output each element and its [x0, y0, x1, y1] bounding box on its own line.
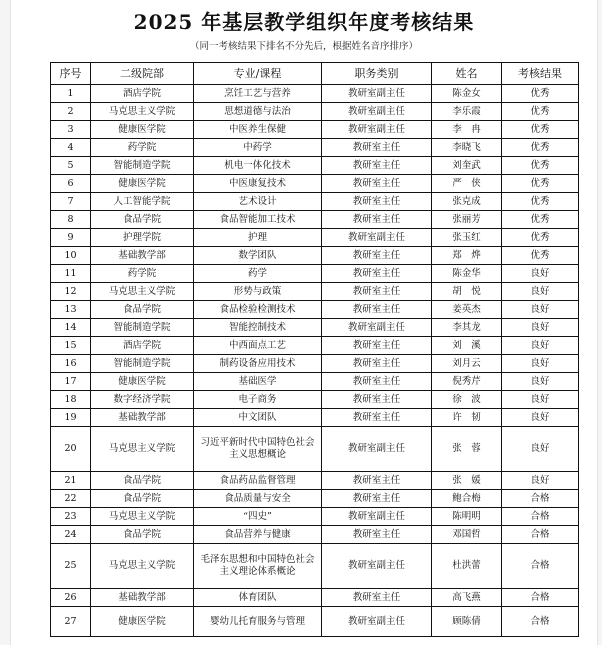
cell-role: 教研室主任	[322, 391, 432, 409]
cell-result: 良好	[502, 409, 579, 427]
cell-name: 杜洪蕾	[432, 544, 502, 589]
cell-no: 17	[51, 373, 91, 391]
cell-role: 教研室主任	[322, 175, 432, 193]
cell-no: 23	[51, 508, 91, 526]
cell-result: 优秀	[502, 157, 579, 175]
table-row	[51, 319, 579, 337]
cell-name: 陈明明	[432, 508, 502, 526]
table-row	[51, 211, 579, 229]
cell-dept: 马克思主义学院	[91, 508, 194, 526]
document-page	[10, 0, 598, 645]
cell-name: 张 蓉	[432, 427, 502, 472]
table-row	[51, 193, 579, 211]
cell-no: 13	[51, 301, 91, 319]
cell-result: 良好	[502, 355, 579, 373]
cell-result: 合格	[502, 607, 579, 637]
cell-no: 3	[51, 121, 91, 139]
table-row	[51, 508, 579, 526]
cell-dept: 智能制造学院	[91, 319, 194, 337]
table-row	[51, 373, 579, 391]
cell-name: 陈金女	[432, 85, 502, 103]
cell-major: 艺术设计	[194, 193, 322, 211]
cell-major: 烹饪工艺与营养	[194, 85, 322, 103]
cell-result: 优秀	[502, 85, 579, 103]
cell-dept: 健康医学院	[91, 121, 194, 139]
cell-dept: 食品学院	[91, 490, 194, 508]
cell-name: 高飞燕	[432, 589, 502, 607]
cell-result: 优秀	[502, 103, 579, 121]
cell-dept: 药学院	[91, 139, 194, 157]
cell-major: 中文团队	[194, 409, 322, 427]
cell-result: 良好	[502, 283, 579, 301]
table-header-row	[51, 63, 579, 85]
cell-name: 李乐霞	[432, 103, 502, 121]
cell-name: 陈金华	[432, 265, 502, 283]
cell-dept: 马克思主义学院	[91, 544, 194, 589]
cell-result: 合格	[502, 508, 579, 526]
cell-major: 药学	[194, 265, 322, 283]
cell-major: 制药设备应用技术	[194, 355, 322, 373]
table-row	[51, 526, 579, 544]
cell-dept: 马克思主义学院	[91, 103, 194, 121]
cell-no: 22	[51, 490, 91, 508]
page-title: 2025 年基层教学组织年度考核结果	[133, 10, 475, 34]
cell-no: 5	[51, 157, 91, 175]
cell-role: 教研室主任	[322, 337, 432, 355]
cell-role: 教研室主任	[322, 490, 432, 508]
cell-name: 郑 烨	[432, 247, 502, 265]
cell-name: 顾陈倩	[432, 607, 502, 637]
table-row	[51, 139, 579, 157]
table-row	[51, 472, 579, 490]
cell-no: 25	[51, 544, 91, 589]
cell-role: 教研室主任	[322, 409, 432, 427]
cell-major: 体育团队	[194, 589, 322, 607]
cell-no: 9	[51, 229, 91, 247]
cell-dept: 健康医学院	[91, 607, 194, 637]
cell-role: 教研室主任	[322, 526, 432, 544]
cell-dept: 酒店学院	[91, 337, 194, 355]
cell-major: 思想道德与法治	[194, 103, 322, 121]
cell-result: 良好	[502, 472, 579, 490]
cell-name: 姜英杰	[432, 301, 502, 319]
cell-no: 7	[51, 193, 91, 211]
cell-major: 机电一体化技术	[194, 157, 322, 175]
header-cell-result: 考核结果	[502, 63, 579, 85]
table-row	[51, 544, 579, 589]
cell-dept: 马克思主义学院	[91, 427, 194, 472]
cell-role: 教研室主任	[322, 589, 432, 607]
cell-role: 教研室主任	[322, 211, 432, 229]
table-row	[51, 355, 579, 373]
cell-no: 10	[51, 247, 91, 265]
header-cell-name: 姓名	[432, 63, 502, 85]
cell-major: 食品智能加工技术	[194, 211, 322, 229]
cell-name: 张克成	[432, 193, 502, 211]
cell-major: 智能控制技术	[194, 319, 322, 337]
cell-dept: 智能制造学院	[91, 157, 194, 175]
cell-major: 护理	[194, 229, 322, 247]
cell-no: 21	[51, 472, 91, 490]
cell-role: 教研室主任	[322, 139, 432, 157]
cell-role: 教研室主任	[322, 373, 432, 391]
cell-dept: 马克思主义学院	[91, 283, 194, 301]
cell-name: 严 侠	[432, 175, 502, 193]
cell-name: 张 媛	[432, 472, 502, 490]
cell-role: 教研室副主任	[322, 103, 432, 121]
cell-result: 良好	[502, 319, 579, 337]
cell-name: 李其龙	[432, 319, 502, 337]
cell-no: 15	[51, 337, 91, 355]
cell-name: 徐 波	[432, 391, 502, 409]
cell-no: 11	[51, 265, 91, 283]
cell-major: 毛泽东思想和中国特色社会主义理论体系概论	[194, 544, 322, 589]
cell-no: 1	[51, 85, 91, 103]
cell-major: 基础医学	[194, 373, 322, 391]
cell-major: 中药学	[194, 139, 322, 157]
cell-role: 教研室副主任	[322, 319, 432, 337]
cell-no: 24	[51, 526, 91, 544]
table-row	[51, 265, 579, 283]
cell-result: 合格	[502, 490, 579, 508]
cell-result: 良好	[502, 391, 579, 409]
table-row	[51, 85, 579, 103]
cell-no: 4	[51, 139, 91, 157]
table-row	[51, 175, 579, 193]
cell-role: 教研室主任	[322, 472, 432, 490]
cell-no: 18	[51, 391, 91, 409]
cell-dept: 药学院	[91, 265, 194, 283]
cell-no: 20	[51, 427, 91, 472]
cell-role: 教研室主任	[322, 301, 432, 319]
cell-role: 教研室副主任	[322, 607, 432, 637]
cell-dept: 食品学院	[91, 472, 194, 490]
table-row	[51, 427, 579, 472]
cell-dept: 酒店学院	[91, 85, 194, 103]
cell-dept: 食品学院	[91, 301, 194, 319]
cell-dept: 数字经济学院	[91, 391, 194, 409]
cell-name: 许 韧	[432, 409, 502, 427]
cell-result: 良好	[502, 301, 579, 319]
cell-dept: 基础教学部	[91, 409, 194, 427]
header-cell-no: 序号	[51, 63, 91, 85]
cell-name: 邓国哲	[432, 526, 502, 544]
cell-role: 教研室主任	[322, 283, 432, 301]
table-row	[51, 247, 579, 265]
header-cell-major: 专业/课程	[194, 63, 322, 85]
cell-result: 合格	[502, 526, 579, 544]
cell-role: 教研室主任	[322, 157, 432, 175]
cell-result: 合格	[502, 589, 579, 607]
cell-major: 中西面点工艺	[194, 337, 322, 355]
cell-no: 12	[51, 283, 91, 301]
cell-no: 8	[51, 211, 91, 229]
cell-major: 食品营养与健康	[194, 526, 322, 544]
cell-role: 教研室主任	[322, 193, 432, 211]
cell-result: 良好	[502, 373, 579, 391]
cell-role: 教研室副主任	[322, 427, 432, 472]
cell-result: 良好	[502, 265, 579, 283]
cell-major: 电子商务	[194, 391, 322, 409]
cell-no: 27	[51, 607, 91, 637]
table-row	[51, 103, 579, 121]
cell-no: 6	[51, 175, 91, 193]
cell-major: 形势与政策	[194, 283, 322, 301]
table-row	[51, 607, 579, 637]
header-cell-dept: 二级院部	[91, 63, 194, 85]
cell-result: 优秀	[502, 139, 579, 157]
table-row	[51, 337, 579, 355]
cell-no: 14	[51, 319, 91, 337]
cell-name: 鲍合梅	[432, 490, 502, 508]
table-row	[51, 589, 579, 607]
cell-role: 教研室副主任	[322, 229, 432, 247]
cell-role: 教研室副主任	[322, 85, 432, 103]
cell-dept: 智能制造学院	[91, 355, 194, 373]
cell-name: 李晓飞	[432, 139, 502, 157]
table-row	[51, 283, 579, 301]
cell-result: 优秀	[502, 229, 579, 247]
cell-major: 中医康复技术	[194, 175, 322, 193]
cell-name: 刘 溪	[432, 337, 502, 355]
cell-major: 食品质量与安全	[194, 490, 322, 508]
cell-dept: 护理学院	[91, 229, 194, 247]
cell-result: 优秀	[502, 247, 579, 265]
table-row	[51, 409, 579, 427]
cell-name: 张丽芳	[432, 211, 502, 229]
cell-no: 16	[51, 355, 91, 373]
table-row	[51, 301, 579, 319]
cell-dept: 健康医学院	[91, 373, 194, 391]
cell-name: 张玉红	[432, 229, 502, 247]
cell-result: 合格	[502, 544, 579, 589]
cell-no: 26	[51, 589, 91, 607]
table-body	[51, 85, 579, 637]
results-table	[50, 62, 579, 637]
cell-dept: 基础教学部	[91, 247, 194, 265]
header-cell-role: 职务类别	[322, 63, 432, 85]
cell-name: 倪秀芹	[432, 373, 502, 391]
cell-role: 教研室主任	[322, 265, 432, 283]
cell-major: “四史”	[194, 508, 322, 526]
cell-dept: 食品学院	[91, 211, 194, 229]
table-row	[51, 229, 579, 247]
cell-role: 教研室主任	[322, 355, 432, 373]
cell-role: 教研室副主任	[322, 121, 432, 139]
cell-result: 优秀	[502, 193, 579, 211]
cell-no: 19	[51, 409, 91, 427]
cell-result: 优秀	[502, 175, 579, 193]
cell-dept: 健康医学院	[91, 175, 194, 193]
cell-major: 数学团队	[194, 247, 322, 265]
cell-dept: 人工智能学院	[91, 193, 194, 211]
cell-no: 2	[51, 103, 91, 121]
cell-dept: 基础教学部	[91, 589, 194, 607]
cell-name: 李 冉	[432, 121, 502, 139]
page-subtitle: （同一考核结果下排名不分先后，根据姓名音序排序）	[189, 41, 418, 52]
cell-result: 优秀	[502, 211, 579, 229]
cell-result: 优秀	[502, 121, 579, 139]
cell-major: 食品检验检测技术	[194, 301, 322, 319]
cell-role: 教研室主任	[322, 247, 432, 265]
cell-major: 习近平新时代中国特色社会主义思想概论	[194, 427, 322, 472]
cell-major: 婴幼儿托育服务与管理	[194, 607, 322, 637]
table-row	[51, 490, 579, 508]
cell-role: 教研室副主任	[322, 508, 432, 526]
cell-name: 刘月云	[432, 355, 502, 373]
cell-result: 良好	[502, 337, 579, 355]
cell-name: 胡 悦	[432, 283, 502, 301]
cell-major: 食品药品监督管理	[194, 472, 322, 490]
table-row	[51, 157, 579, 175]
cell-major: 中医养生保健	[194, 121, 322, 139]
table-row	[51, 391, 579, 409]
table-row	[51, 121, 579, 139]
cell-role: 教研室副主任	[322, 544, 432, 589]
cell-dept: 食品学院	[91, 526, 194, 544]
cell-name: 刘奎武	[432, 157, 502, 175]
cell-result: 良好	[502, 427, 579, 472]
